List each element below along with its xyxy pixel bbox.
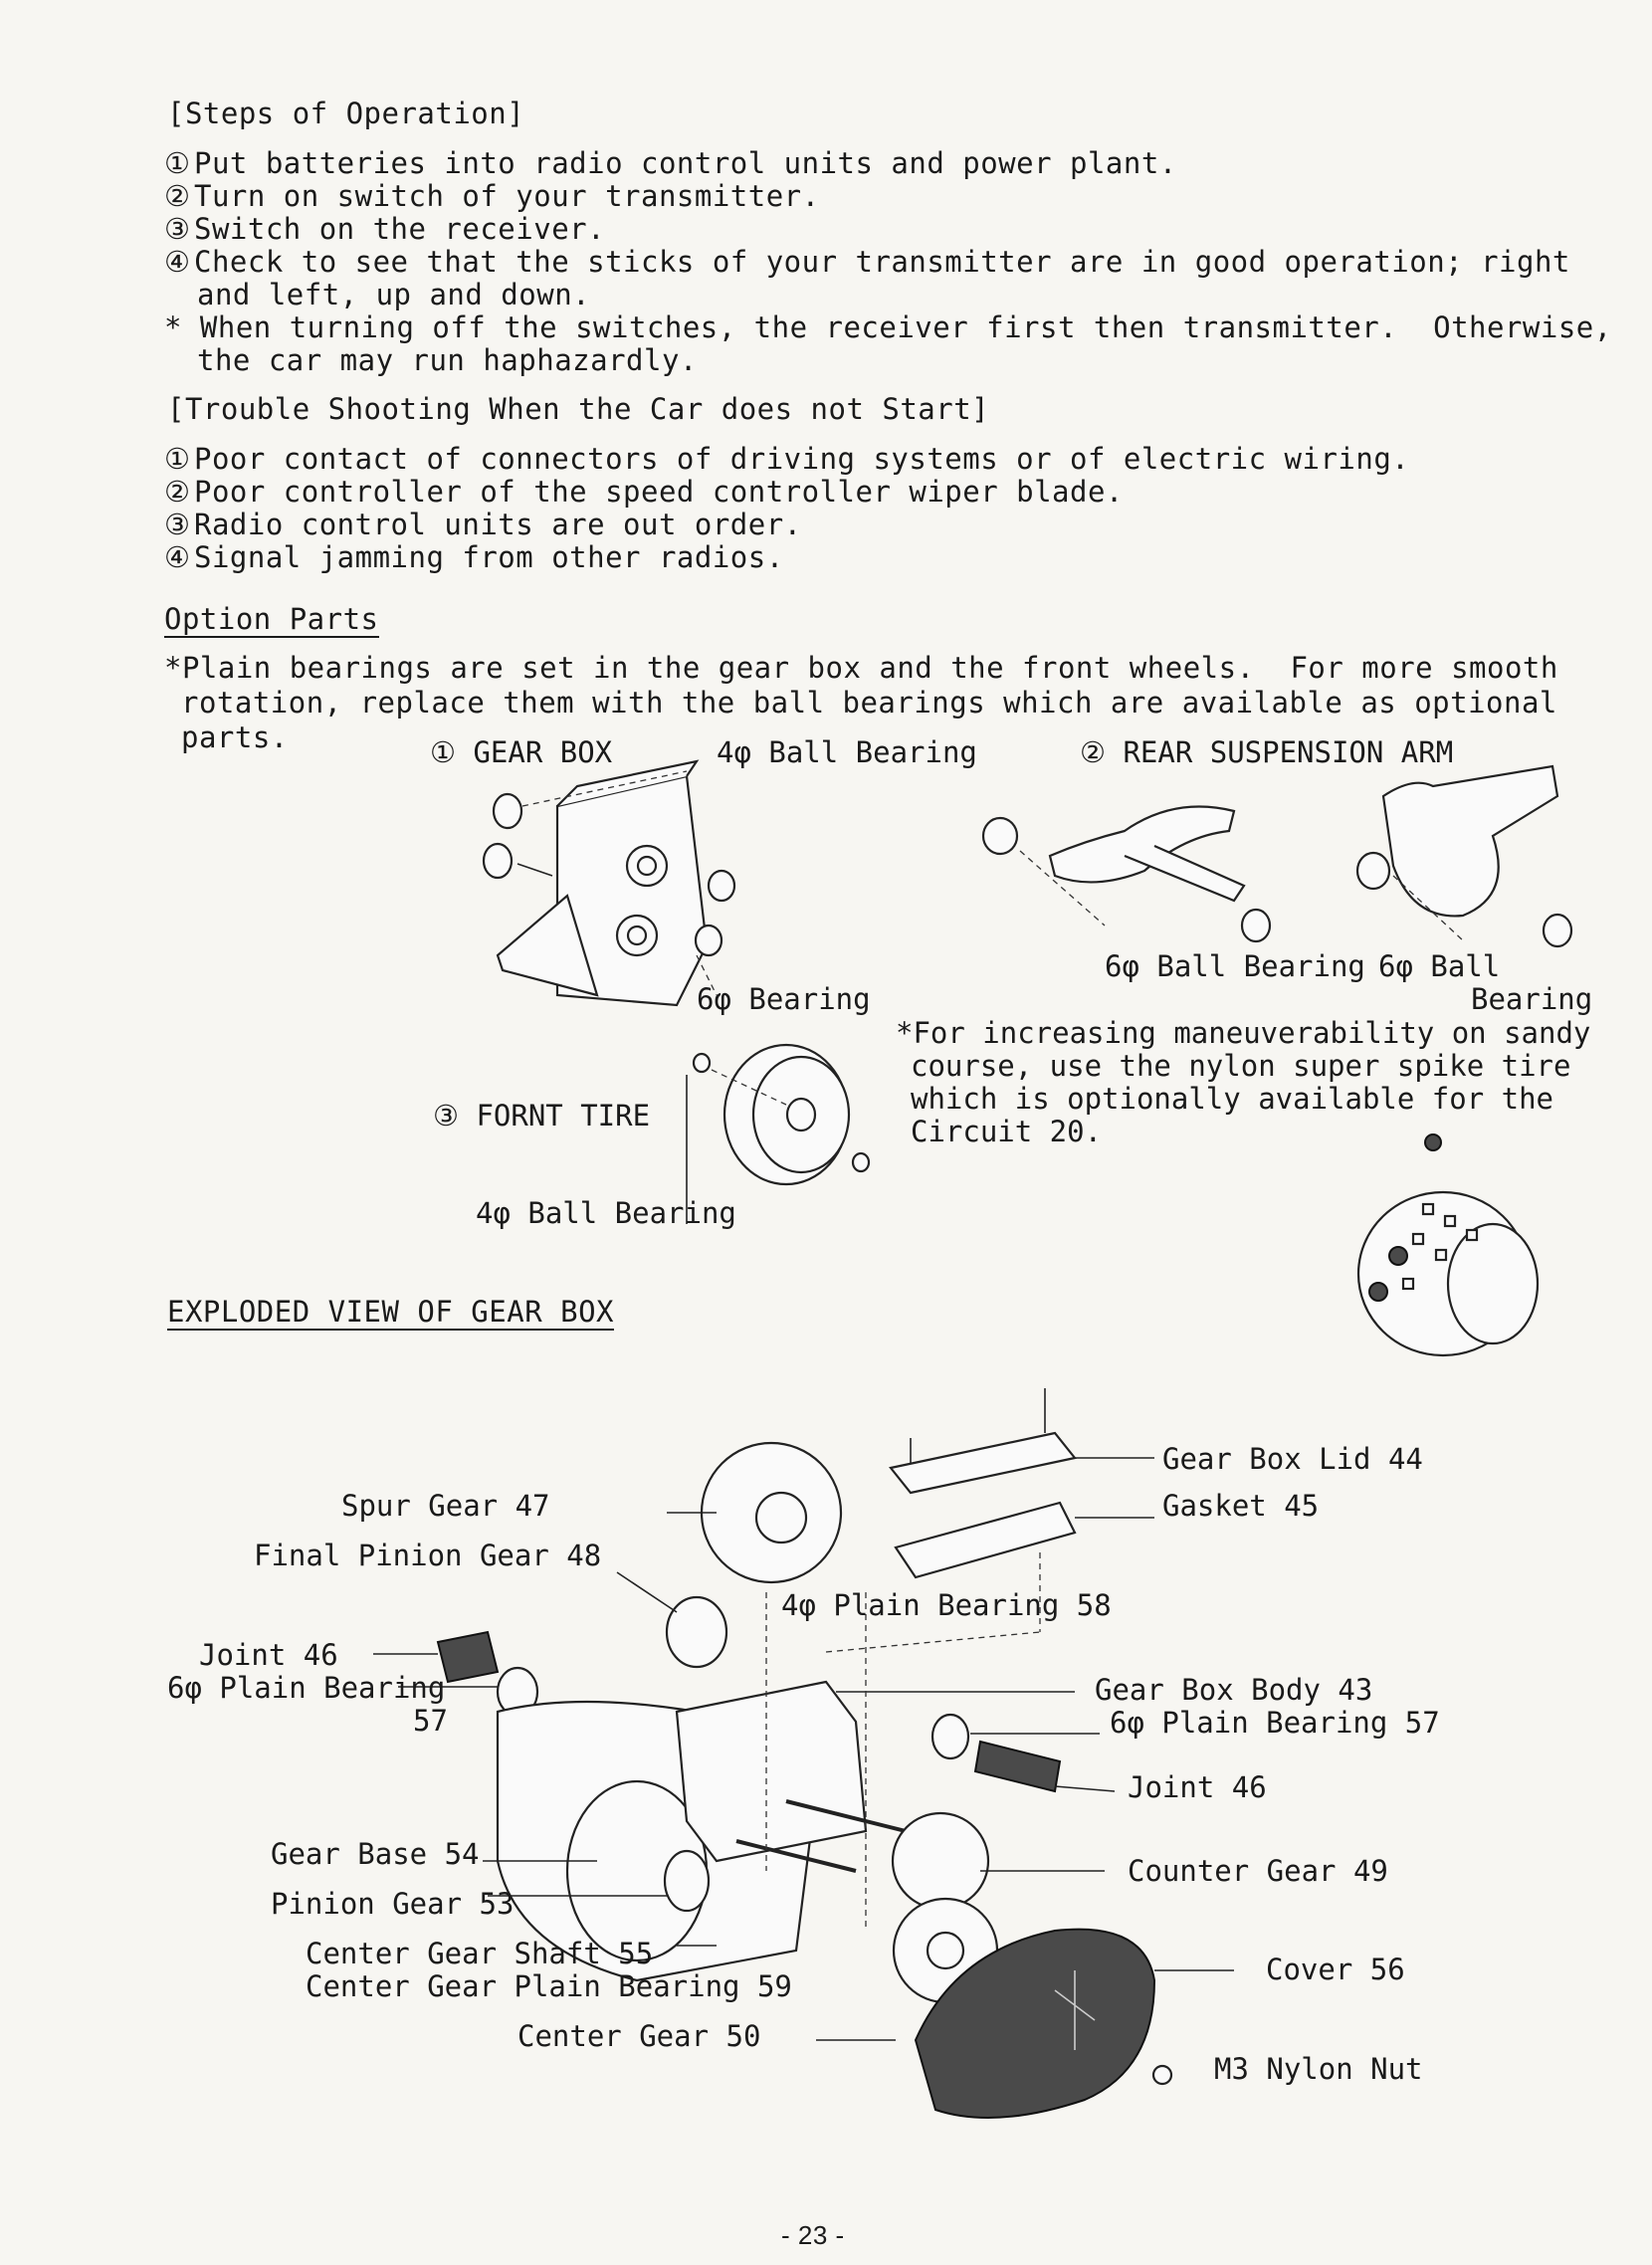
label-counter-gear: Counter Gear 49	[1128, 1854, 1388, 1888]
label-center-shaft: Center Gear Shaft 55	[306, 1937, 654, 1970]
label-plain-bearing-left-num: 57	[413, 1704, 448, 1738]
spike-tire-illustration	[1358, 1134, 1538, 1355]
step-2	[164, 180, 820, 213]
step-4-num: ④	[164, 245, 191, 279]
label-gear-box-body: Gear Box Body 43	[1095, 1673, 1373, 1707]
trouble-4-text: Signal jamming from other radios.	[194, 540, 784, 574]
trouble-1-num: ①	[164, 442, 191, 476]
steps-note-line1: * When turning off the switches, the receiver first then transmitter. Otherwise,	[164, 310, 1612, 344]
steps-heading: [Steps of Operation]	[167, 97, 525, 130]
trouble-3	[164, 509, 802, 541]
options-line3: parts.	[181, 721, 289, 754]
step-1-num: ①	[164, 146, 191, 180]
label-final-pinion: Final Pinion Gear 48	[254, 1539, 602, 1572]
trouble-heading: [Trouble Shooting When the Car does not Start]	[167, 392, 990, 426]
step-3-text: Switch on the receiver.	[194, 212, 606, 246]
label-center-gear: Center Gear 50	[517, 2019, 761, 2053]
step-4-text: Check to see that the sticks of your transmitter are in good operation; right	[194, 245, 1570, 279]
trouble-1	[164, 443, 1409, 476]
step-3	[164, 213, 605, 246]
rear-bearing-a-label: 6φ Ball Bearing	[1105, 949, 1365, 983]
page-number: - 23 -	[781, 2220, 845, 2250]
trouble-3-num: ③	[164, 508, 191, 541]
label-plain-bearing-right: 6φ Plain Bearing 57	[1110, 1706, 1440, 1740]
step-4	[164, 246, 1570, 279]
label-gear-box-lid: Gear Box Lid 44	[1162, 1442, 1423, 1476]
gearbox-label: ① GEAR BOX	[430, 735, 613, 769]
gearbox-bearing4-label: 4φ Ball Bearing	[717, 735, 977, 769]
label-pinion-gear: Pinion Gear 53	[271, 1887, 515, 1921]
step-4-continued: and left, up and down.	[197, 278, 591, 311]
label-cover: Cover 56	[1266, 1953, 1405, 1986]
options-line2: rotation, replace them with the ball bearings which are available as optional	[181, 686, 1557, 720]
label-joint-left: Joint 46	[199, 1638, 338, 1672]
steps-note-line2: the car may run haphazardly.	[197, 343, 698, 377]
trouble-1-text: Poor contact of connectors of driving systems or of electric wiring.	[194, 442, 1410, 476]
spike-note-2: course, use the nylon super spike tire	[911, 1049, 1571, 1083]
options-heading: Option Parts	[164, 602, 379, 636]
label-plain-bearing-left: 6φ Plain Bearing	[167, 1671, 446, 1705]
label-center-plain: Center Gear Plain Bearing 59	[306, 1969, 792, 2003]
rear-bearing-b1-label: 6φ Ball	[1378, 949, 1501, 983]
spike-note-4: Circuit 20.	[911, 1115, 1103, 1148]
trouble-2-num: ②	[164, 475, 191, 509]
rear-bearing-b2-label: Bearing	[1471, 982, 1593, 1016]
step-1-text: Put batteries into radio control units and power plant.	[194, 146, 1177, 180]
front-tire-label: ③ FORNT TIRE	[433, 1099, 651, 1132]
gearbox-illustration	[484, 761, 734, 1005]
gearbox-bearing6-label: 6φ Bearing	[697, 982, 871, 1016]
spike-note-3: which is optionally available for the	[911, 1082, 1554, 1116]
trouble-2-text: Poor controller of the speed controller wiper blade.	[194, 475, 1124, 509]
step-3-num: ③	[164, 212, 191, 246]
step-1	[164, 147, 1177, 180]
tire-bearing-label: 4φ Ball Bearing	[476, 1196, 736, 1230]
trouble-4-num: ④	[164, 540, 191, 574]
step-2-text: Turn on switch of your transmitter.	[194, 179, 820, 213]
exploded-heading: EXPLODED VIEW OF GEAR BOX	[167, 1295, 614, 1329]
label-nylon-nut: M3 Nylon Nut	[1214, 2052, 1423, 2086]
label-joint-right: Joint 46	[1128, 1770, 1267, 1804]
rear-arm-label: ② REAR SUSPENSION ARM	[1080, 735, 1454, 769]
trouble-3-text: Radio control units are out order.	[194, 508, 802, 541]
trouble-4	[164, 541, 784, 574]
label-gasket: Gasket 45	[1162, 1489, 1320, 1523]
label-spur-gear: Spur Gear 47	[341, 1489, 550, 1523]
label-plain-bearing-4: 4φ Plain Bearing 58	[781, 1588, 1112, 1622]
options-line1: *Plain bearings are set in the gear box and the front wheels. For more smooth	[164, 651, 1558, 685]
spike-note-1: *For increasing maneuverability on sandy	[896, 1016, 1591, 1050]
label-gear-base: Gear Base 54	[271, 1837, 480, 1871]
step-2-num: ②	[164, 179, 191, 213]
trouble-2	[164, 476, 1124, 509]
rear-arm-illustration	[983, 766, 1571, 946]
